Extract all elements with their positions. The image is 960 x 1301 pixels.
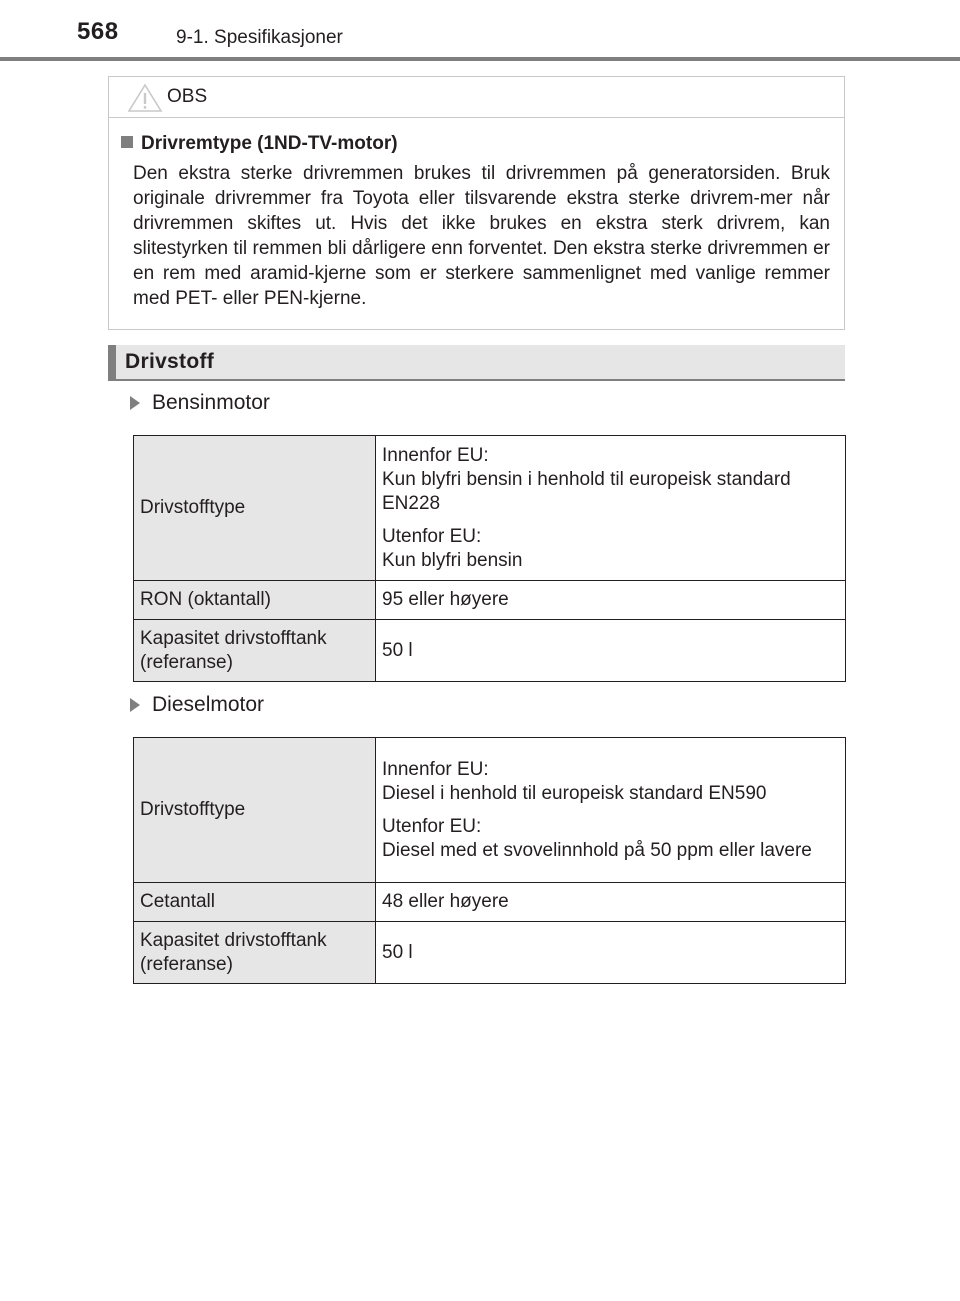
notice-box — [108, 76, 845, 330]
table-row — [134, 883, 846, 922]
value-paragraph: Utenfor EU: Kun blyfri bensin — [382, 525, 523, 571]
fuel-section-band — [108, 345, 845, 381]
table-value-cell: 50 l — [376, 922, 846, 984]
table-row — [134, 581, 846, 620]
table-row — [134, 620, 846, 682]
notice-subheading-text: Drivremtype (1ND-TV-motor) — [141, 133, 398, 154]
diesel-heading-text: Dieselmotor — [152, 693, 265, 716]
table-value-cell — [376, 738, 846, 883]
diesel-spec-table — [133, 737, 846, 984]
warning-icon — [127, 83, 163, 113]
fuel-section-title: Drivstoff — [125, 350, 215, 373]
table-label-cell: Kapasitet drivstofftank (referanse) — [134, 922, 376, 984]
value-paragraph: Innenfor EU: Diesel i henhold til europeisk standard EN590 — [382, 758, 767, 804]
table-value-cell — [376, 436, 846, 581]
table-label-cell: Drivstofftype — [134, 436, 376, 581]
table-value-cell: 95 eller høyere — [376, 581, 846, 620]
petrol-heading — [130, 391, 270, 415]
table-value-cell: 48 eller høyere — [376, 883, 846, 922]
petrol-spec-table — [133, 435, 846, 682]
table-label-cell: Cetantall — [134, 883, 376, 922]
band-accent — [108, 345, 116, 381]
value-paragraph: Innenfor EU: Kun blyfri bensin i henhold til europeisk standard EN228 — [382, 444, 791, 514]
diesel-heading — [130, 693, 264, 717]
table-label-cell: Kapasitet drivstofftank (referanse) — [134, 620, 376, 682]
notice-subheading — [121, 133, 398, 155]
table-row — [134, 738, 846, 883]
notice-header — [109, 77, 844, 118]
table-row — [134, 436, 846, 581]
table-value-cell: 50 l — [376, 620, 846, 682]
table-row — [134, 922, 846, 984]
arrow-bullet-icon — [130, 698, 140, 712]
page-number: 568 — [77, 18, 119, 45]
notice-label: OBS — [167, 86, 208, 107]
table-label-cell: RON (oktantall) — [134, 581, 376, 620]
petrol-heading-text: Bensinmotor — [152, 391, 270, 414]
square-bullet-icon — [121, 136, 133, 148]
value-paragraph: Utenfor EU: Diesel med et svovelinnhold på 50 ppm eller lavere — [382, 815, 812, 861]
header-rule — [0, 57, 960, 61]
table-label-cell: Drivstofftype — [134, 738, 376, 883]
arrow-bullet-icon — [130, 396, 140, 410]
section-title: 9-1. Spesifikasjoner — [176, 27, 343, 48]
notice-body: Den ekstra sterke drivremmen brukes til drivremmen på generatorsiden. Bruk originale drivremmer fra Toyota eller tilsvarende ekstra sterke drivrem-mer når drivremmen skiftes ut. Hvis det ikke brukes en ekstra sterk drivrem, kan slitestyrken til remmen bli dårligere enn forventet. Den ekstra sterke drivremmen er en rem med aramid-kjerne som er sterkere sammenlignet med vanlige remmer med PET- eller PEN-kjerne. — [133, 163, 830, 309]
